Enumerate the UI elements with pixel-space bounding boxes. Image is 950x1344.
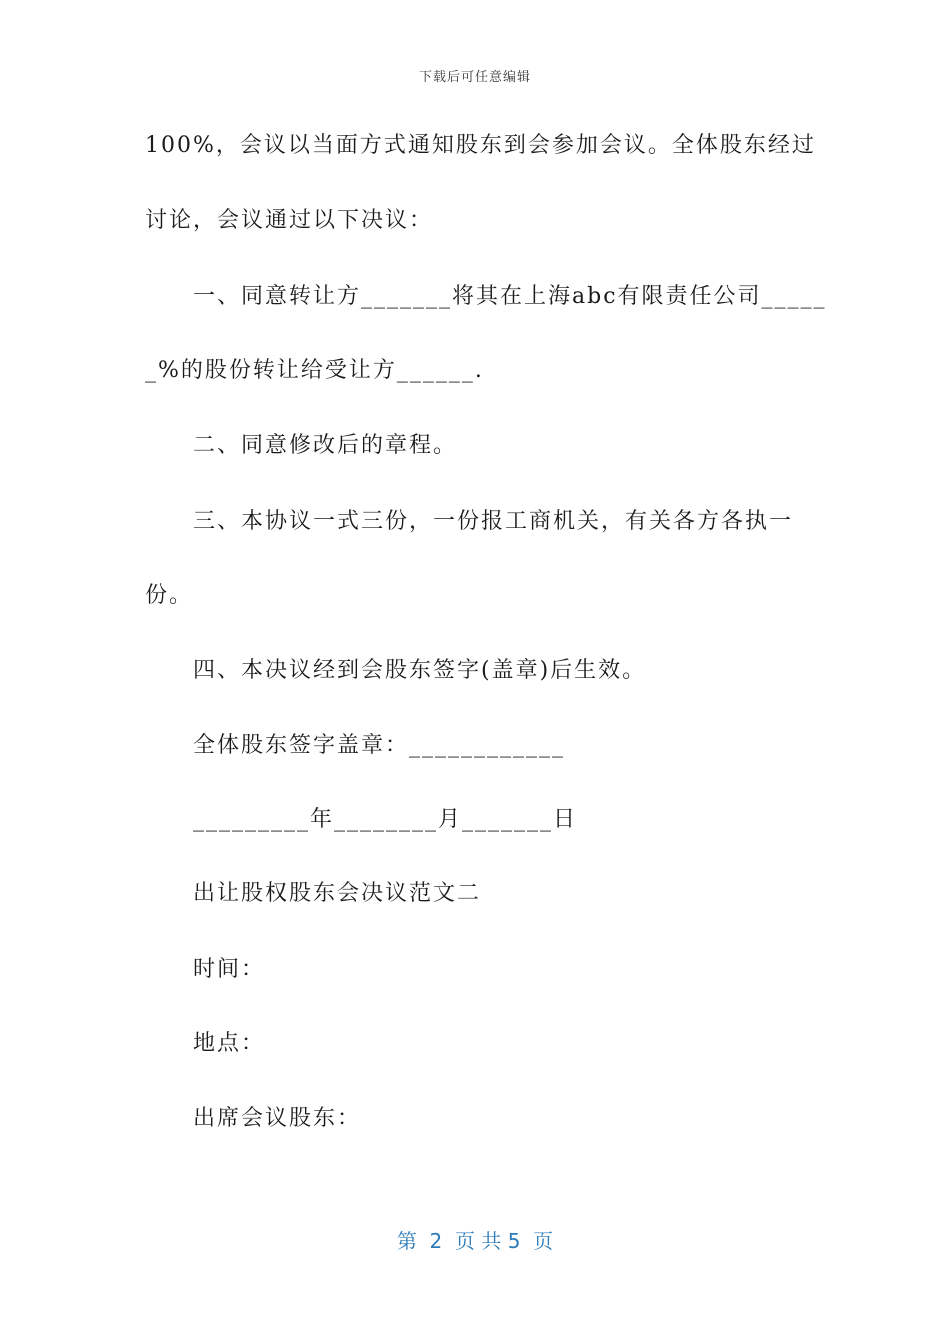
- page-number-footer: 第 2 页 共 5 页: [396, 1229, 554, 1253]
- resolution-item-3: 三、本协议一式三份，一份报工商机关，有关各方各执一: [193, 509, 794, 534]
- section-title: 出让股权股东会决议范文二: [193, 881, 482, 906]
- paragraph-line-1: 100%，会议以当面方式通知股东到会参加会议。全体股东经过: [145, 133, 816, 158]
- date-line: _________年________月_______日: [193, 807, 578, 832]
- resolution-item-1: 一、同意转让方_______将其在上海abc有限责任公司_____: [193, 284, 827, 309]
- location-field-label: 地点：: [193, 1031, 266, 1056]
- signature-line: 全体股东签字盖章：____________: [193, 733, 566, 758]
- time-field-label: 时间：: [193, 957, 266, 982]
- resolution-item-3-continued: 份。: [145, 583, 194, 608]
- page-header: 下载后可任意编辑: [418, 70, 531, 85]
- paragraph-line-2: 讨论，会议通过以下决议：: [145, 208, 434, 233]
- resolution-item-4: 四、本决议经到会股东签字(盖章)后生效。: [193, 658, 647, 683]
- attendees-field-label: 出席会议股东：: [193, 1106, 362, 1131]
- resolution-item-1-continued: _%的股份转让给受让方______.: [145, 358, 484, 383]
- resolution-item-2: 二、同意修改后的章程。: [193, 433, 458, 458]
